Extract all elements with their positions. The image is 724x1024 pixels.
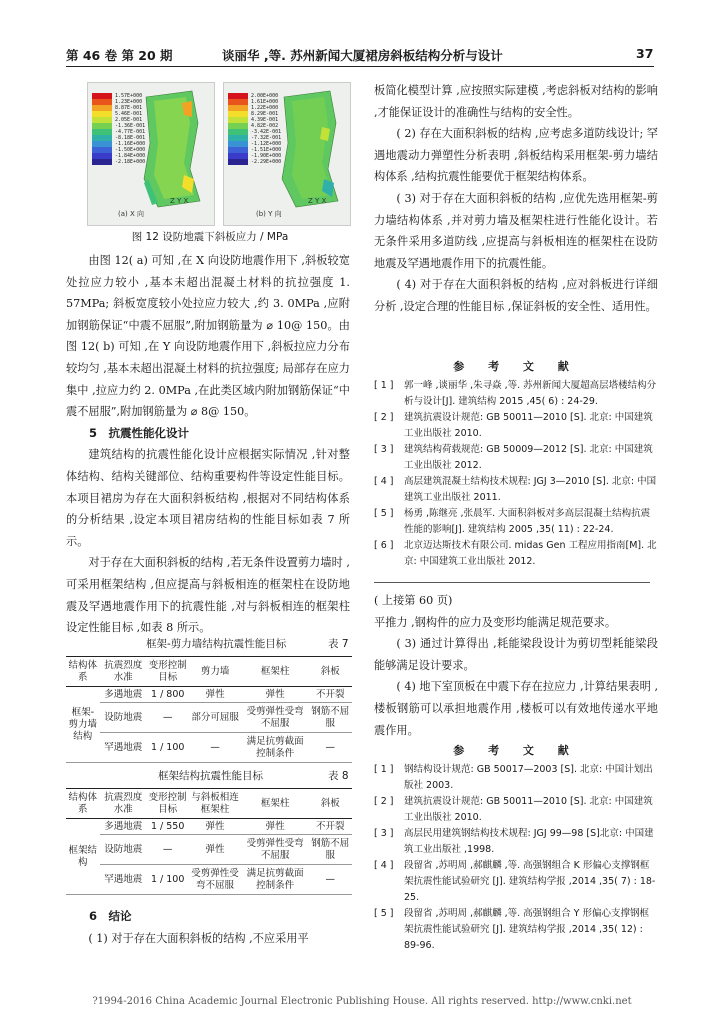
legend-value: -8.18E-001 bbox=[115, 135, 146, 141]
legend-value: -2.18E+000 bbox=[115, 159, 146, 165]
reference-text: 杨勇 ,陈继亮 ,张晨军. 大面积斜板对多高层混凝土结构抗震性能的影响[J]. 建筑结构 2005 ,35( 11) : 22-24. bbox=[404, 508, 651, 535]
body-paragraph: 对于存在大面积斜板的结构 ,若无条件设置剪力墙时 ,可采用框架结构 ,但应提高与斜板相连的框架柱在设防地震及罕遇地震作用下的抗震性能 ,对与斜板相连的框架柱设定性能目标 ,如表 8 所示。 bbox=[66, 556, 350, 635]
panel-label-a: (a) X 向 bbox=[118, 210, 144, 218]
legend-value: -1.36E-001 bbox=[115, 123, 146, 129]
body-paragraph: ( 1) 对于存在大面积斜板的结构 ,不应采用平 bbox=[88, 931, 309, 945]
journal-volume: 第 46 卷 第 20 期 bbox=[66, 48, 173, 63]
table-cell: 钢筋不屈服 bbox=[309, 835, 352, 865]
reference-number: [ 5 ] bbox=[374, 508, 394, 519]
table-header: 斜板 bbox=[309, 789, 352, 819]
legend-value: 4.82E-002 bbox=[251, 123, 279, 129]
table-number: 表 7 bbox=[328, 638, 349, 650]
legend-value: -3.42E-001 bbox=[251, 129, 282, 135]
reference-number: [ 3 ] bbox=[374, 828, 394, 839]
reference-number: [ 2 ] bbox=[374, 412, 394, 423]
table-cell: — bbox=[147, 835, 189, 865]
table-cell: — bbox=[189, 733, 242, 763]
reference-number: [ 5 ] bbox=[374, 908, 394, 919]
table-header: 剪力墙 bbox=[189, 657, 242, 687]
table-cell: — bbox=[147, 703, 189, 733]
table-header: 结构体系 bbox=[66, 789, 100, 819]
performance-table-8 bbox=[66, 788, 352, 895]
table-title: 框架-剪力墙结构抗震性能目标 bbox=[146, 638, 287, 650]
body-paragraph: ( 3) 对于存在大面积斜板的结构 ,应优先选用框架-剪力墙结构体系 ,并对剪力墙及框架柱进行性能化设计。若无条件采用多道防线 ,应提高与斜板相连的框架柱在设防地震及罕遇地震作用下的抗震性能。 bbox=[374, 191, 658, 270]
reference-text: 北京迈达斯技术有限公司. midas Gen 工程应用指南[M]. 北京: 中国建筑工业出版社 2012. bbox=[404, 540, 657, 567]
legend-value: -1.16E+000 bbox=[115, 141, 146, 147]
table-cell: 满足抗剪截面控制条件 bbox=[242, 733, 309, 763]
table-title: 框架结构抗震性能目标 bbox=[158, 770, 263, 782]
table-cell: 多遇地震 bbox=[100, 687, 147, 703]
body-paragraph: 建筑结构的抗震性能化设计应根据实际情况 ,针对整体结构、结构关键部位、结构重要构件等设定性能目标。本项目裙房为存在大面积斜板结构 ,根据对不同结构体系的分析结果 ,设定本项目裙房结构的性能目标如表 7 所示。 bbox=[66, 448, 350, 548]
legend-value: -1.50E+000 bbox=[115, 147, 146, 153]
legend-value: -1.51E+000 bbox=[251, 147, 282, 153]
body-paragraph: ( 3) 通过计算得出 ,耗能梁段设计为剪切型耗能梁段能够满足设计要求。 bbox=[374, 637, 658, 672]
reference-text: 钢结构设计规范: GB 50017—2003 [S]. 北京: 中国计划出版社 2003. bbox=[404, 764, 653, 791]
table-cell: 受剪弹性受弯不屈服 bbox=[242, 703, 309, 733]
figure-caption: 图 12 设防地震下斜板应力 / MPa bbox=[131, 231, 289, 243]
legend-value: 4.39E-001 bbox=[251, 117, 279, 123]
body-paragraph: ( 4) 对于存在大面积斜板的结构 ,应对斜板进行详细分析 ,设定合理的性能目标 ,保证斜板的安全性、适用性。 bbox=[374, 278, 658, 313]
references-heading: 参 考 文 献 bbox=[453, 744, 579, 757]
reference-number: [ 2 ] bbox=[374, 796, 394, 807]
stress-plot-x bbox=[87, 82, 215, 226]
legend-value: 1.22E+000 bbox=[251, 105, 279, 111]
legend-value: -1.12E+000 bbox=[251, 141, 282, 147]
performance-table-7 bbox=[66, 656, 352, 763]
table-cell: 部分可屈服 bbox=[189, 703, 242, 733]
legend-value: -1.90E+000 bbox=[251, 153, 282, 159]
right-column bbox=[374, 80, 658, 318]
table-header: 结构体系 bbox=[66, 657, 100, 687]
body-paragraph: ( 4) 地下室顶板在中震下存在拉应力 ,计算结果表明 ,楼板钢筋可以承担地震作用 ,楼板可以有效地传递水平地震作用。 bbox=[374, 680, 658, 737]
table-cell: 受剪弹性受弯不屈服 bbox=[188, 865, 241, 895]
table-number: 表 8 bbox=[328, 770, 349, 782]
reference-text: 郭一峰 ,谈丽华 ,朱寻焱 ,等. 苏州新闻大厦超高层塔楼结构分析与设计[J]. 建筑结构 2015 ,45( 6) : 24-29. bbox=[404, 380, 657, 407]
table-cell: 1 / 550 bbox=[147, 819, 189, 835]
reference-text: 高层建筑混凝土结构技术规程: JGJ 3—2010 [S]. 北京: 中国建筑工业出版社 2011. bbox=[404, 476, 657, 503]
legend-value: 5.46E-001 bbox=[115, 111, 143, 117]
reference-text: 建筑结构荷载规范: GB 50009—2012 [S]. 北京: 中国建筑工业出版社 2012. bbox=[404, 444, 653, 471]
body-paragraph: ( 2) 存在大面积斜板的结构 ,应考虑多道防线设计; 罕遇地震动力弹塑性分析表明 ,斜板结构采用框架-剪力墙结构体系 ,结构抗震性能要优于框架结构体系。 bbox=[374, 127, 658, 184]
reference-item bbox=[374, 410, 658, 442]
table-cell: 框架-剪力墙结构 bbox=[66, 687, 100, 763]
legend-value: 8.29E-001 bbox=[251, 111, 279, 117]
legend-value: -2.29E+000 bbox=[251, 159, 282, 165]
reference-list bbox=[374, 762, 658, 954]
reference-number: [ 1 ] bbox=[374, 764, 394, 775]
legend-value: 1.61E+000 bbox=[251, 99, 279, 105]
reference-number: [ 3 ] bbox=[374, 444, 394, 455]
reference-number: [ 4 ] bbox=[374, 476, 394, 487]
table-cell: 不开裂 bbox=[309, 687, 352, 703]
table-header: 与斜板相连框架柱 bbox=[188, 789, 241, 819]
continuation-label: ( 上接第 60 页) bbox=[374, 594, 453, 607]
stress-plot-y bbox=[223, 82, 351, 226]
table-cell: 受剪弹性受弯不屈服 bbox=[242, 835, 309, 865]
axis-triad-x: Z Y X bbox=[170, 197, 189, 205]
left-column-conclusion bbox=[66, 906, 350, 949]
table-header: 抗震烈度水准 bbox=[100, 657, 147, 687]
table-cell: 设防地震 bbox=[100, 703, 147, 733]
legend-value: 8.87E-001 bbox=[115, 105, 143, 111]
reference-text: 段留省 ,苏明周 ,郝麒麟 ,等. 高强钢组合 K 形偏心支撑钢框架抗震性能试验研究 [J]. 建筑结构学报 ,2014 ,35( 7) : 18-25. bbox=[404, 860, 656, 903]
table-cell: 多遇地震 bbox=[100, 819, 147, 835]
table-cell: 不开裂 bbox=[309, 819, 352, 835]
table-header: 框架柱 bbox=[242, 789, 309, 819]
legend-value: -4.77E-001 bbox=[115, 129, 146, 135]
section-heading: 6 结论 bbox=[89, 909, 132, 923]
table-header: 变形控制目标 bbox=[147, 789, 189, 819]
header-rule bbox=[66, 66, 654, 67]
table-header: 斜板 bbox=[309, 657, 352, 687]
panel-label-b: (b) Y 向 bbox=[256, 210, 282, 218]
axis-triad-y: Z Y X bbox=[308, 197, 327, 205]
legend-value: -7.32E-001 bbox=[251, 135, 282, 141]
table-cell: 弹性 bbox=[188, 819, 241, 835]
reference-item bbox=[374, 378, 658, 410]
reference-item bbox=[374, 538, 658, 570]
legend-value: -1.84E+000 bbox=[115, 153, 146, 159]
table-cell: 弹性 bbox=[242, 819, 309, 835]
reference-item bbox=[374, 858, 658, 906]
table-cell: 弹性 bbox=[188, 835, 241, 865]
table-header: 抗震烈度水准 bbox=[100, 789, 147, 819]
legend-value: 2.00E+000 bbox=[251, 93, 279, 99]
table-cell: 罕遇地震 bbox=[100, 865, 147, 895]
table-cell: 满足抗剪截面控制条件 bbox=[242, 865, 309, 895]
copyright-footer: ?1994-2016 China Academic Journal Electronic Publishing House. All rights reserved. http://www.cnki.net bbox=[92, 996, 632, 1007]
table-cell: 1 / 800 bbox=[147, 687, 189, 703]
page-number: 37 bbox=[636, 46, 654, 61]
slab-mesh-y bbox=[224, 83, 350, 225]
legend-value: 1.23E+000 bbox=[115, 99, 143, 105]
reference-item bbox=[374, 794, 658, 826]
section-heading: 5 抗震性能化设计 bbox=[89, 425, 190, 440]
table-cell: 1 / 100 bbox=[147, 733, 189, 763]
reference-text: 高层民用建筑钢结构技术规程: JGJ 99—98 [S]北京: 中国建筑工业出版社 ,1998. bbox=[404, 828, 654, 855]
reference-text: 建筑抗震设计规范: GB 50011—2010 [S]. 北京: 中国建筑工业出版社 2010. bbox=[404, 796, 653, 823]
continued-text bbox=[374, 590, 658, 741]
reference-text: 建筑抗震设计规范: GB 50011—2010 [S]. 北京: 中国建筑工业出版社 2010. bbox=[404, 412, 653, 439]
body-paragraph: 平推力 ,钢构件的应力及变形均能满足规范要求。 bbox=[374, 615, 617, 629]
body-paragraph: 由图 12( a) 可知 ,在 X 向设防地震作用下 ,斜板较宽处拉应力较小 ,基本未超出混凝土材料的抗拉强度 1. 57MPa; 斜板宽度较小处拉应力较大 ,约 3. 0MPa ,应附加钢筋保证“中震不屈服”,附加钢筋量为 ⌀ 10@ 150。由图 12( b) 可知 ,在 Y 向设防地震作用下 ,斜板拉应力分布较均匀 ,基本未超出混凝土材料的抗拉强度; 局部存在应力集中 ,拉应力约 2. 0MPa ,在此类区域内附加钢筋保证“中震不屈服”,附加钢筋量为 ⌀ 8@ 150。 bbox=[66, 254, 350, 419]
reference-item bbox=[374, 506, 658, 538]
reference-item bbox=[374, 442, 658, 474]
slab-mesh-x bbox=[88, 83, 214, 225]
table-cell: — bbox=[309, 733, 352, 763]
references-heading: 参 考 文 献 bbox=[453, 360, 579, 373]
legend-value: 2.05E-001 bbox=[115, 117, 143, 123]
table-cell: — bbox=[309, 865, 352, 895]
reference-text: 段留省 ,苏明周 ,郝麒麟 ,等. 高强钢组合 Y 形偏心支撑钢框架抗震性能试验研究 [J]. 建筑结构学报 ,2014 ,35( 12) : 89-96. bbox=[404, 908, 650, 951]
continuation-rule bbox=[374, 582, 650, 583]
reference-item bbox=[374, 906, 658, 954]
table-cell: 1 / 100 bbox=[147, 865, 189, 895]
reference-item bbox=[374, 474, 658, 506]
reference-list bbox=[374, 378, 658, 570]
reference-item bbox=[374, 826, 658, 858]
running-title: 谈丽华 ,等. 苏州新闻大厦裙房斜板结构分析与设计 bbox=[222, 48, 503, 63]
table-cell: 钢筋不屈服 bbox=[309, 703, 352, 733]
table-cell: 罕遇地震 bbox=[100, 733, 147, 763]
legend-value: 1.57E+000 bbox=[115, 93, 143, 99]
table-header: 框架柱 bbox=[242, 657, 309, 687]
body-paragraph: 板简化模型计算 ,应按照实际建模 ,考虑斜板对结构的影响 ,才能保证设计的准确性与结构的安全性。 bbox=[374, 84, 658, 119]
reference-number: [ 4 ] bbox=[374, 860, 394, 871]
table-header: 变形控制目标 bbox=[147, 657, 189, 687]
left-column bbox=[66, 250, 350, 639]
table-cell: 弹性 bbox=[189, 687, 242, 703]
table-cell: 弹性 bbox=[242, 687, 309, 703]
table-cell: 框架结构 bbox=[66, 819, 100, 895]
table-cell: 设防地震 bbox=[100, 835, 147, 865]
reference-number: [ 6 ] bbox=[374, 540, 394, 551]
reference-item bbox=[374, 762, 658, 794]
reference-number: [ 1 ] bbox=[374, 380, 394, 391]
